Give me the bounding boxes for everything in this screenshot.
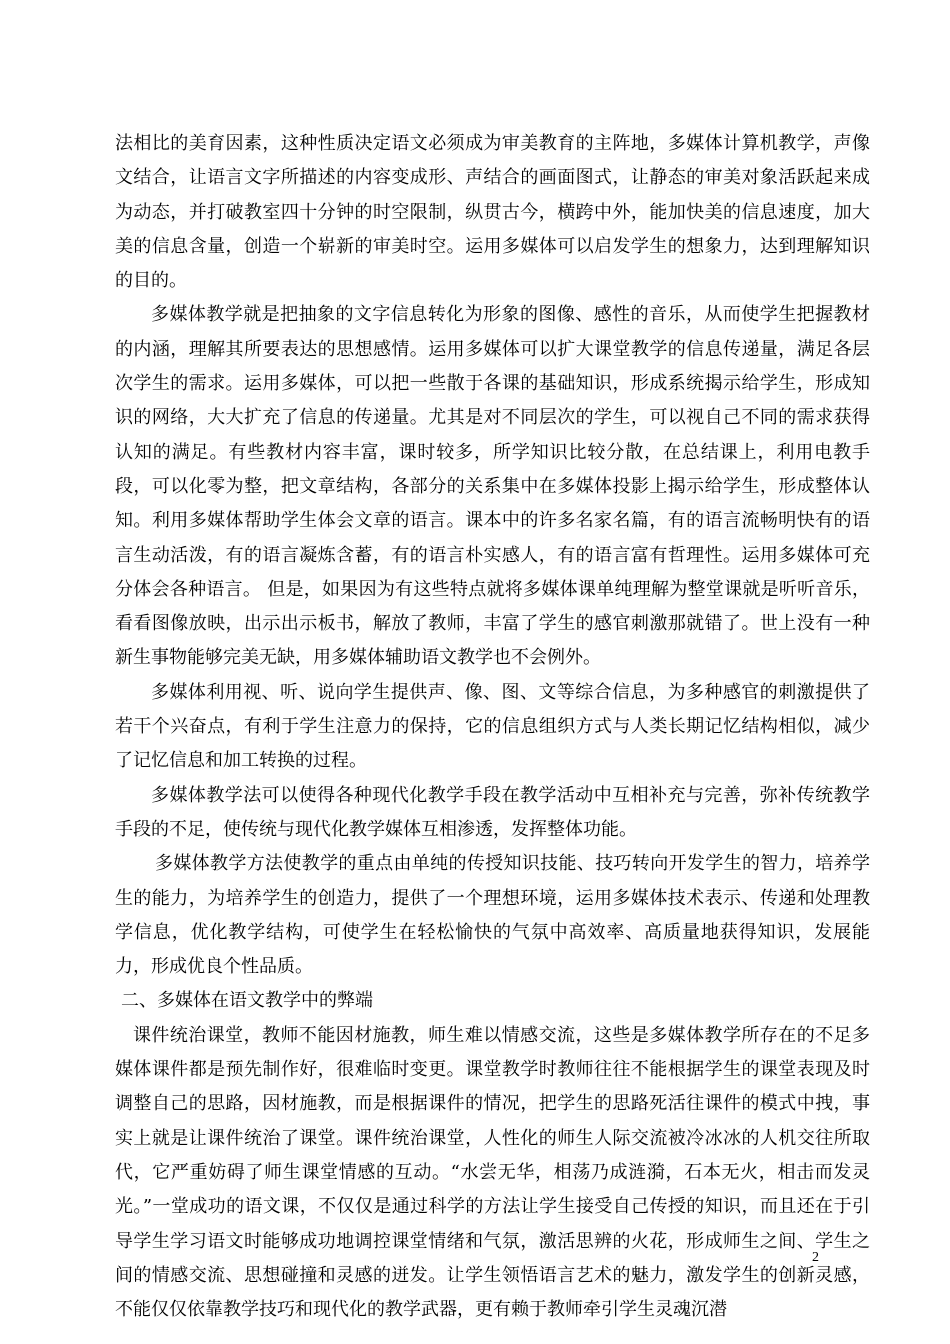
paragraph-continued: 法相比的美育因素，这种性质决定语文必须成为审美教育的主阵地，多媒体计算机教学，声像文结合，让语言文字所描述的内容变成形、声结合的画面图式，让静态的审美对象活跃起来成为动态，并打破教室四十分钟的时空限制，纵贯古今，横跨中外，能加快美的信息速度，加大美的信息含量，创造一个崭新的审美时空。运用多媒体可以启发学生的想象力，达到理解知识的目的。 [115,133,870,292]
page-number: 2 [812,1250,819,1265]
document-body [115,127,870,1327]
section-heading: 二、多媒体在语文教学中的弊端 [121,990,373,1012]
paragraph-drawbacks: 课件统治课堂，教师不能因材施教，师生难以情感交流，这些是多媒体教学所存在的不足多媒体课件都是预先制作好，很难临时变更。课堂教学时教师往往不能根据学生的课堂表现及时调整自己的思路，因材施教，而是根据课件的情况，把学生的思路死活往课件的模式中拽，事实上就是让课件统治了课堂。课件统治课堂，人性化的师生人际交流被冷冰冰的人机交往所取代，它严重妨碍了师生课堂情感的互动。“水尝无华，相荡乃成涟漪，石本无火，相击而发灵光。”一堂成功的语文课，不仅仅是通过科学的方法让学生接受自己传授的知识，而且还在于引导学生学习语文时能够成功地调控课堂情绪和气氛，激活思辨的火花，形成师生之间、学生之间的情感交流、思想碰撞和灵感的迸发。让学生领悟语言艺术的魅力，激发学生的创新灵感，不能仅仅依靠教学技巧和现代化的教学武器，更有赖于教师牵引学生灵魂沉潜 [115,1024,870,1321]
paragraph-multimedia-focus: 多媒体教学方法使教学的重点由单纯的传授知识技能、技巧转向开发学生的智力，培养学生的能力，为培养学生的创造力，提供了一个理想环境，运用多媒体技术表示、传递和处理教学信息，优化教学结构，可使学生在轻松愉快的气氛中高效率、高质量地获得知识，发展能力，形成优良个性品质。 [115,853,870,978]
paragraph-multimedia-teaching: 多媒体教学就是把抽象的文字信息转化为形象的图像、感性的音乐，从而使学生把握教材的内涵，理解其所要表达的思想感情。运用多媒体可以扩大课堂教学的信息传递量，满足各层次学生的需求。运用多媒体，可以把一些散于各课的基础知识，形成系统揭示给学生，形成知识的网络，大大扩充了信息的传递量。尤其是对不同层次的学生，可以视自己不同的需求获得认知的满足。有些教材内容丰富，课时较多，所学知识比较分散，在总结课上，利用电教手段，可以化零为整，把文章结构，各部分的关系集中在多媒体投影上揭示给学生，形成整体认知。利用多媒体帮助学生体会文章的语言。课本中的许多名家名篇，有的语言流畅明快有的语言生动活泼，有的语言凝炼含蓄，有的语言朴实感人，有的语言富有哲理性。运用多媒体可充分体会各种语言。 但是，如果因为有这些特点就将多媒体课单纯理解为整堂课就是听听音乐，看看图像放映，出示出示板书，解放了教师，丰富了学生的感官刺激那就错了。世上没有一种新生事物能够完美无缺，用多媒体辅助语文教学也不会例外。 [115,304,870,669]
paragraph-multimedia-method: 多媒体教学法可以使得各种现代化教学手段在教学活动中互相补充与完善，弥补传统教学手段的不足，使传统与现代化教学媒体互相渗透，发挥整体功能。 [115,784,870,840]
paragraph-multimedia-senses: 多媒体利用视、听、说向学生提供声、像、图、文等综合信息，为多种感官的刺激提供了若干个兴奋点，有利于学生注意力的保持，它的信息组织方式与人类长期记忆结构相似，减少了记忆信息和加工转换的过程。 [115,681,870,772]
